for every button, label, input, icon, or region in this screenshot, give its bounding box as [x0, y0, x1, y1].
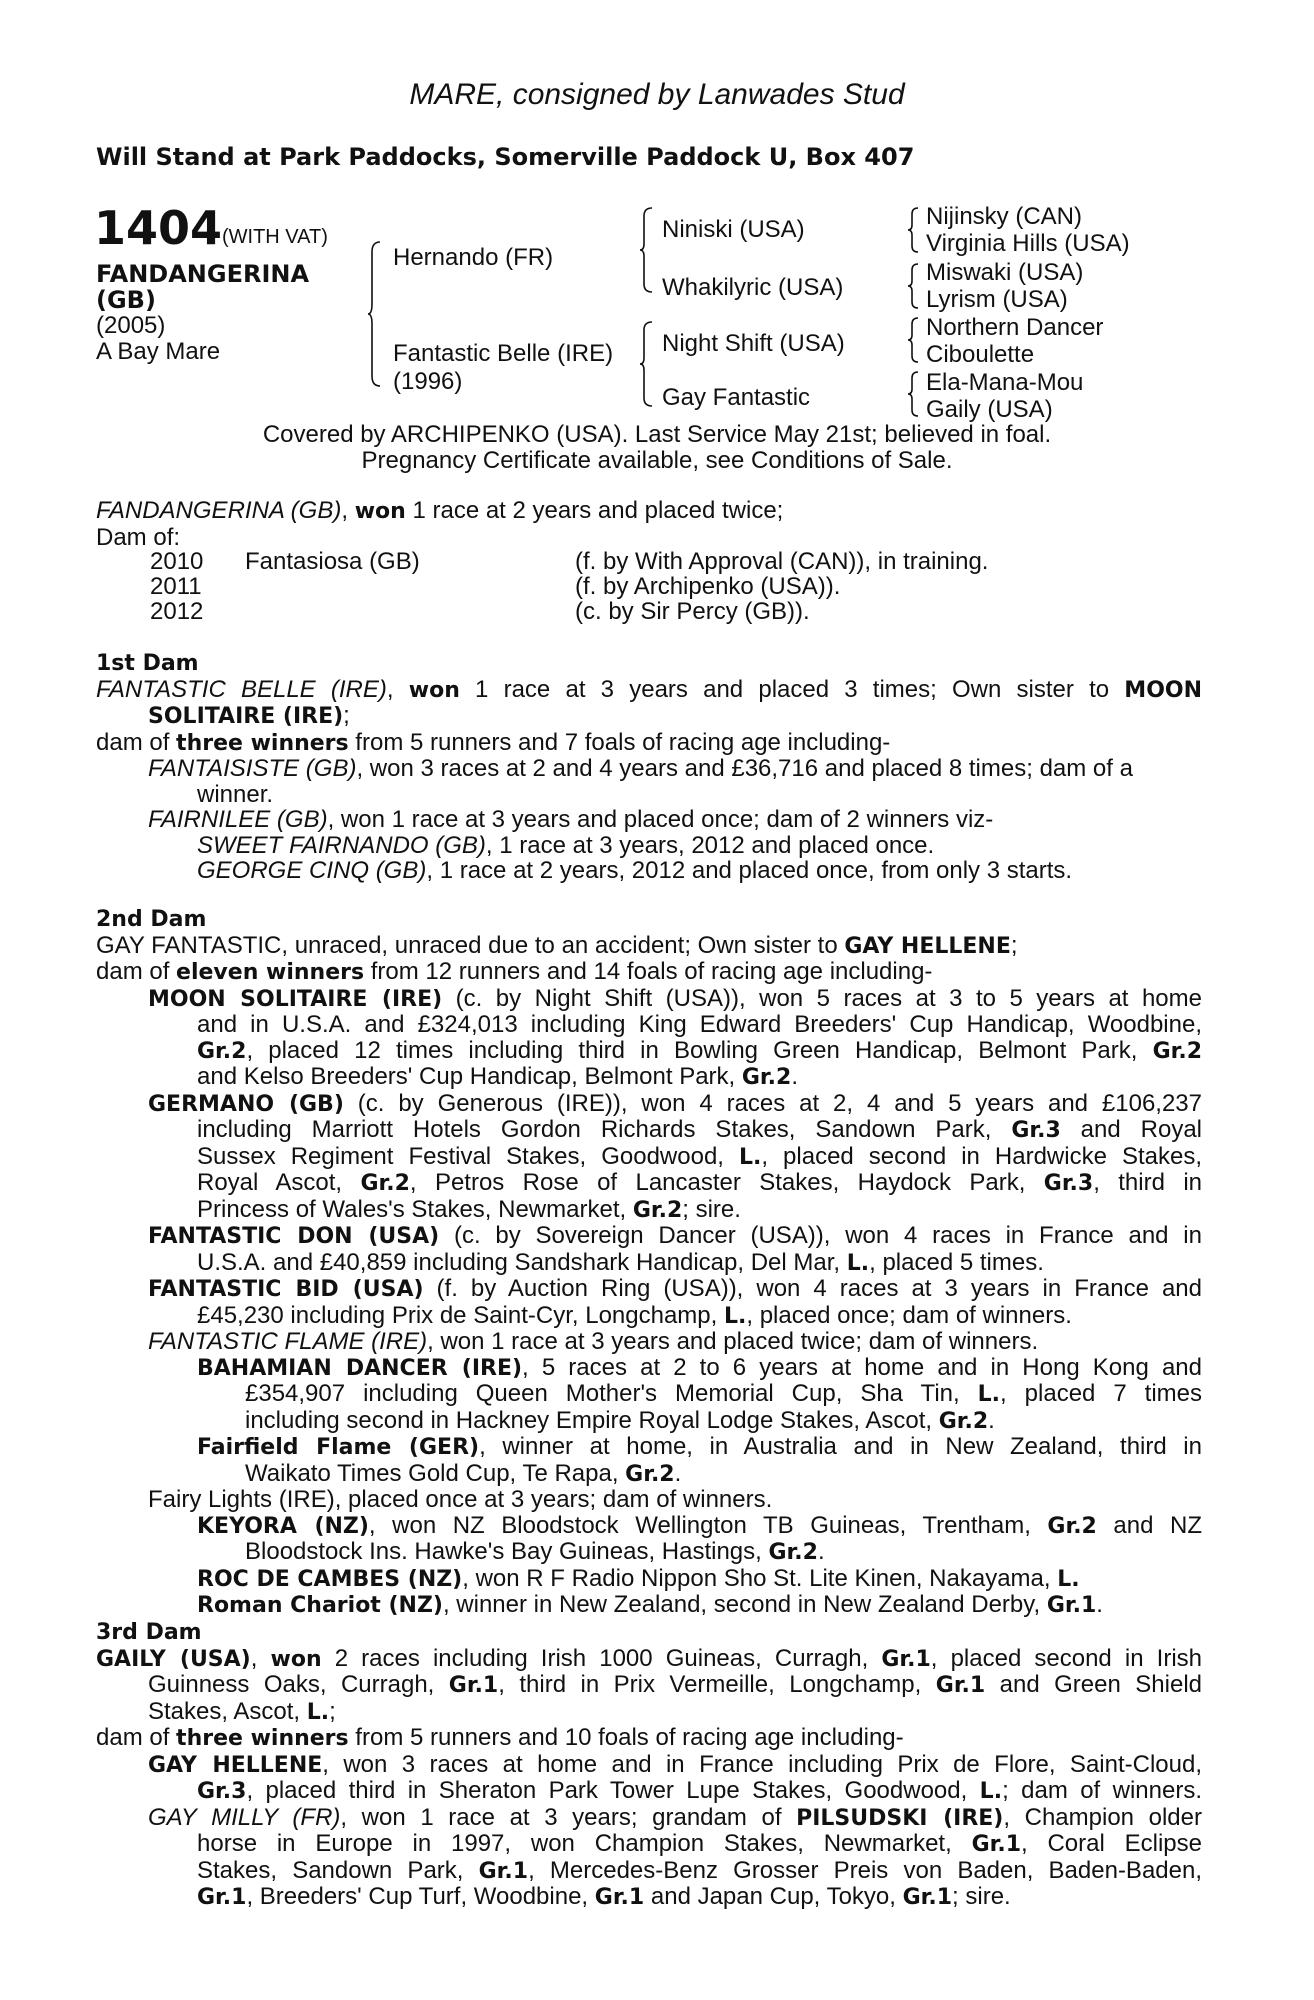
horse-description: A Bay Mare	[96, 338, 221, 365]
second-dam-line: FANTASTIC FLAME (IRE), won 1 race at 3 years and placed twice; dam of winners.	[148, 1328, 1039, 1355]
pedigree-brace-g2	[908, 262, 920, 310]
produce-detail-3: (c. by Sir Percy (GB)).	[575, 598, 810, 625]
pedigree-ggs-8: Gaily (USA)	[926, 396, 1053, 423]
first-dam-line: SWEET FAIRNANDO (GB), 1 race at 3 years, 2012 and placed once.	[197, 831, 935, 859]
second-dam-line: FANTASTIC DON (USA) (c. by Sovereign Dancer (USA)), won 4 races in France and in	[148, 1222, 1202, 1249]
first-dam-line: dam of three winners from 5 runners and 7 foals of racing age including-	[96, 728, 891, 756]
first-dam-line: FANTASTIC BELLE (IRE), won 1 race at 3 years and placed 3 times; Own sister to MOON	[96, 675, 1203, 703]
second-dam-line: £45,230 including Prix de Saint-Cyr, Longchamp, L., placed once; dam of winners.	[197, 1301, 1072, 1329]
pedigree-dam-year: (1996)	[393, 368, 463, 395]
second-dam-line: including Marriott Hotels Gordon Richards Stakes, Sandown Park, Gr.3 and Royal	[197, 1116, 1203, 1143]
first-dam-line: FAIRNILEE (GB), won 1 race at 3 years and placed once; dam of 2 winners viz-	[148, 806, 994, 833]
second-dam-line: ROC DE CAMBES (NZ), won R F Radio Nippon Sho St. Lite Kinen, Nakayama, L.	[197, 1564, 1080, 1592]
third-dam-line: Stakes, Ascot, L.;	[148, 1697, 336, 1725]
second-dam-line: Royal Ascot, Gr.2, Petros Rose of Lancaster Stakes, Haydock Park, Gr.3, third in	[197, 1169, 1202, 1196]
second-dam-line: KEYORA (NZ), won NZ Bloodstock Wellington TB Guineas, Trentham, Gr.2 and NZ	[197, 1511, 1203, 1539]
third-dam-line: Gr.3, placed third in Sheraton Park Tower Lupe Stakes, Goodwood, L.; dam of winners.	[197, 1777, 1202, 1804]
pedigree-dam: Fantastic Belle (IRE)	[393, 340, 614, 367]
pedigree-ggs-7: Ela-Mana-Mou	[926, 369, 1084, 396]
horse-year: (2005)	[96, 312, 166, 339]
covered-line: Covered by ARCHIPENKO (USA). Last Service May 21st; believed in foal.	[262, 421, 1052, 448]
pedigree-dam-sire: Night Shift (USA)	[662, 330, 845, 357]
produce-record	[96, 498, 1202, 550]
first-dam-heading: 1st Dam	[96, 651, 199, 676]
first-dam-line: GEORGE CINQ (GB), 1 race at 2 years, 2012 and placed once, from only 3 starts.	[197, 857, 1073, 884]
produce-name-1: Fantasiosa (GB)	[245, 548, 420, 575]
third-dam-line: dam of three winners from 5 runners and 10 foals of racing age including-	[96, 1724, 904, 1751]
third-dam-line: Gr.1, Breeders' Cup Turf, Woodbine, Gr.1 and Japan Cup, Tokyo, Gr.1; sire.	[197, 1883, 1011, 1910]
second-dam-line: Princess of Wales's Stakes, Newmarket, Gr.2; sire.	[197, 1195, 741, 1223]
second-dam-line: including second in Hackney Empire Royal Lodge Stakes, Ascot, Gr.2.	[245, 1406, 995, 1434]
pedigree-sire-dam: Whakilyric (USA)	[662, 274, 844, 301]
second-dam-line: MOON SOLITAIRE (IRE) (c. by Night Shift (USA)), won 5 races at 3 to 5 years at home	[148, 984, 1202, 1012]
second-dam-line: £354,907 including Queen Mother's Memorial Cup, Sha Tin, L., placed 7 times	[245, 1380, 1202, 1407]
pedigree-ggs-6: Ciboulette	[926, 341, 1035, 368]
pedigree-dam-dam: Gay Fantastic	[662, 384, 811, 411]
pedigree-brace-g4	[908, 370, 920, 418]
pedigree-brace-g3	[908, 316, 920, 364]
produce-detail-1: (f. by With Approval (CAN)), in training.	[575, 548, 989, 575]
dam-of-label: Dam of:	[96, 523, 181, 551]
second-dam-line: Bloodstock Ins. Hawke's Bay Guineas, Hastings, Gr.2.	[245, 1538, 825, 1565]
pedigree-ggs-2: Virginia Hills (USA)	[926, 230, 1130, 257]
pedigree-ggs-4: Lyrism (USA)	[926, 286, 1068, 313]
second-dam-section	[96, 907, 1202, 1619]
second-dam-line: FANTASTIC BID (USA) (f. by Auction Ring (USA)), won 4 races at 3 years in France and	[148, 1275, 1202, 1302]
third-dam-line: Guinness Oaks, Curragh, Gr.1, third in Prix Vermeille, Longchamp, Gr.1 and Green Shield	[148, 1671, 1203, 1698]
second-dam-line: GAY FANTASTIC, unraced, unraced due to an accident; Own sister to GAY HELLENE;	[96, 931, 1018, 959]
second-dam-line: U.S.A. and £40,859 including Sandshark Handicap, Del Mar, L., placed 5 times.	[197, 1248, 1044, 1276]
lot-number: 1404	[94, 201, 223, 255]
pedigree-brace-dam	[640, 320, 654, 410]
pedigree-sire: Hernando (FR)	[393, 244, 554, 271]
third-dam-line: GAILY (USA), won 2 races including Irish 1000 Guineas, Curragh, Gr.1, placed second in Irish	[96, 1644, 1202, 1672]
second-dam-line: dam of eleven winners from 12 runners and 14 foals of racing age including-	[96, 958, 933, 985]
pedigree-brace-g1	[908, 206, 920, 254]
produce-detail-2: (f. by Archipenko (USA)).	[575, 573, 841, 600]
horse-name: FANDANGERINA	[96, 260, 310, 288]
produce-intro: FANDANGERINA (GB), won 1 race at 2 years and placed twice;	[96, 497, 784, 524]
second-dam-line: Gr.2, placed 12 times including third in Bowling Green Handicap, Belmont Park, Gr.2	[197, 1036, 1202, 1064]
second-dam-line: BAHAMIAN DANCER (IRE), 5 races at 2 to 6 years at home and in Hong Kong and	[197, 1353, 1202, 1381]
pedigree-sire-sire: Niniski (USA)	[662, 216, 805, 243]
stand-location: Will Stand at Park Paddocks, Somerville Paddock U, Box 407	[96, 143, 915, 171]
second-dam-line: and Kelso Breeders' Cup Handicap, Belmont Park, Gr.2.	[197, 1063, 798, 1090]
pedigree-ggs-3: Miswaki (USA)	[926, 259, 1084, 286]
produce-year-3: 2012	[150, 598, 204, 625]
second-dam-line: Fairfield Flame (GER), winner at home, in Australia and in New Zealand, third in	[197, 1433, 1202, 1460]
first-dam-section	[96, 651, 1202, 884]
consignment-title: MARE, consigned by Lanwades Stud	[409, 78, 905, 111]
second-dam-line: Waikato Times Gold Cup, Te Rapa, Gr.2.	[245, 1459, 682, 1487]
second-dam-line: and in U.S.A. and £324,013 including King Edward Breeders' Cup Handicap, Woodbine,	[197, 1011, 1202, 1038]
first-dam-line: FANTAISISTE (GB), won 3 races at 2 and 4 years and £36,716 and placed 8 times; dam of a	[148, 755, 1133, 782]
pregnancy-line: Pregnancy Certificate available, see Conditions of Sale.	[361, 447, 953, 474]
third-dam-line: horse in Europe in 1997, won Champion Stakes, Newmarket, Gr.1, Coral Eclipse	[197, 1830, 1202, 1857]
first-dam-line: SOLITAIRE (IRE);	[148, 702, 350, 729]
horse-country: (GB)	[96, 286, 156, 314]
second-dam-line: Fairy Lights (IRE), placed once at 3 years; dam of winners.	[148, 1486, 773, 1513]
second-dam-line: GERMANO (GB) (c. by Generous (IRE)), won 4 races at 2, 4 and 5 years and £106,237	[148, 1089, 1203, 1117]
second-dam-line: Sussex Regiment Festival Stakes, Goodwood, L., placed second in Hardwicke Stakes,	[197, 1142, 1202, 1170]
produce-year-1: 2010	[150, 548, 204, 575]
third-dam-section	[96, 1620, 1202, 1911]
second-dam-heading: 2nd Dam	[96, 907, 207, 932]
pedigree-ggs-5: Northern Dancer	[926, 314, 1104, 341]
second-dam-line: Roman Chariot (NZ), winner in New Zealand, second in New Zealand Derby, Gr.1.	[197, 1591, 1103, 1618]
pedigree-ggs-1: Nijinsky (CAN)	[926, 203, 1082, 230]
third-dam-line: GAY MILLY (FR), won 1 race at 3 years; grandam of PILSUDSKI (IRE), Champion older	[148, 1803, 1202, 1831]
first-dam-line: winner.	[197, 780, 274, 808]
pedigree-brace-sire	[640, 206, 654, 296]
third-dam-line: GAY HELLENE, won 3 races at home and in France including Prix de Flore, Saint-Cloud,	[148, 1750, 1203, 1778]
third-dam-heading: 3rd Dam	[96, 1620, 202, 1645]
third-dam-line: Stakes, Sandown Park, Gr.1, Mercedes-Benz Grosser Preis von Baden, Baden-Baden,	[197, 1856, 1203, 1884]
lot-vat-note: (WITH VAT)	[222, 226, 328, 248]
pedigree-brace-main	[368, 240, 382, 390]
produce-year-2: 2011	[150, 573, 202, 600]
